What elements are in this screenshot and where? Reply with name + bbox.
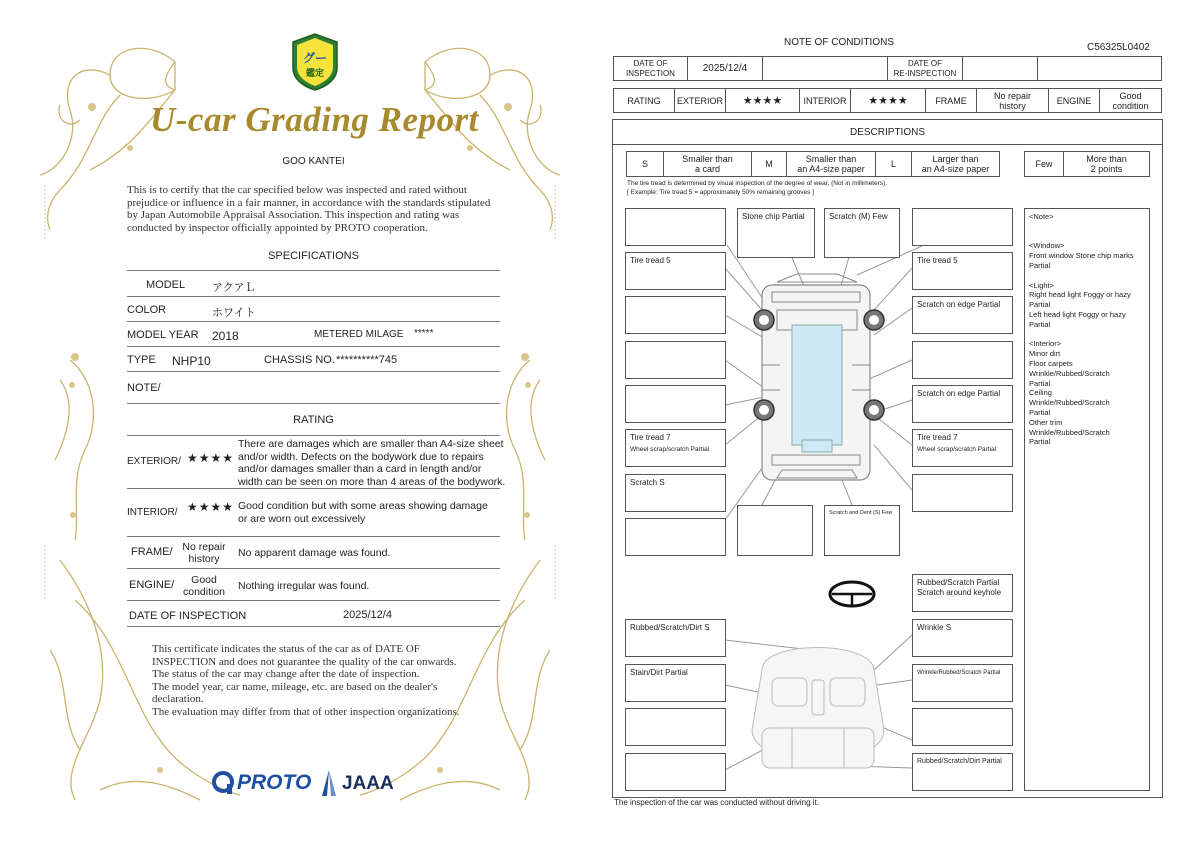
color-label: COLOR [127, 304, 167, 316]
svg-text:鑑定: 鑑定 [305, 69, 325, 79]
scratch-s-box: Scratch S [625, 474, 726, 512]
wrinkle-rubbed-box: Wrinkle/Rubbed/Scratch Partial [912, 664, 1013, 702]
disclaimer [152, 643, 460, 718]
condition-box [625, 518, 726, 556]
date-inspection-value: 2025/12/4 [687, 56, 763, 81]
chassis-value: **********745 [336, 354, 398, 366]
note-line: <Window> [1029, 241, 1065, 251]
tire-tread-7-left-sub: Wheel scrap/scratch Partial [630, 446, 710, 453]
note-line: <Light> [1029, 280, 1055, 290]
disclaimer-line: INSPECTION and does not guarantee the quality of the car onwards. [152, 655, 457, 668]
note-line: Minor dirt [1029, 349, 1061, 359]
tire-tread-5-right-box: Tire tread 5 [912, 252, 1013, 290]
keyhole-label: Scratch around keyhole [917, 588, 1002, 597]
frame-value: No repair [182, 541, 226, 553]
note-label: NOTE/ [127, 382, 161, 394]
stain-dirt-box: Stain/Dirt Partial [625, 664, 726, 702]
engine-value: Good [191, 574, 217, 586]
sheet-title: NOTE OF CONDITIONS [784, 37, 894, 48]
condition-box [912, 708, 1013, 746]
jaaa-logo-icon [318, 768, 340, 798]
legend-s-desc: a card [694, 164, 720, 174]
exterior-stars: ★★★★ [187, 451, 235, 465]
note-line: Partial [1029, 319, 1051, 329]
legend-l-desc: an A4-size paper [921, 164, 990, 174]
date-inspection-label: INSPECTION [626, 68, 675, 78]
engine-label: ENGINE [1048, 88, 1100, 113]
legend-few-desc: More than [1086, 154, 1127, 164]
frame-value: history [188, 553, 220, 565]
divider [127, 371, 500, 372]
condition-box [912, 208, 1013, 246]
note-line [1029, 271, 1145, 281]
condition-box [625, 753, 726, 791]
intro-line: conducted by inspector officially appointed by PROTO cooperation. [127, 221, 428, 234]
disclaimer-line: The model year, car name, mileage, etc. are based on the dealer's [152, 680, 438, 693]
tire-tread-7-right-box [912, 429, 1013, 467]
blank-cell [1037, 56, 1162, 81]
rubbed-scratch-label: Rubbed/Scratch Partial [917, 578, 1000, 587]
proto-logo-text: PROTO [237, 771, 312, 794]
note-line [1029, 232, 1145, 242]
reinspection-value [962, 56, 1038, 81]
note-line [1029, 330, 1145, 340]
condition-box [625, 385, 726, 423]
legend-s: S [626, 151, 664, 177]
interior-stars: ★★★★ [850, 88, 926, 113]
metered-mileage-value: ***** [414, 328, 434, 339]
tire-tread-7-left-box [625, 429, 726, 467]
frame-desc: No apparent damage was found. [238, 547, 391, 559]
exterior-desc-line: and/or width. Defects on the bodywork due to repairs [238, 450, 484, 463]
scratch-m-box: Scratch (M) Few [824, 208, 900, 258]
proto-logo-icon [212, 770, 236, 796]
divider [127, 296, 500, 297]
frame-label: FRAME/ [131, 546, 173, 558]
condition-box [625, 708, 726, 746]
note-line: Right head light Foggy or hazy [1029, 290, 1131, 300]
reinspection-label: RE-INSPECTION [893, 68, 957, 78]
engine-value: condition [1112, 100, 1149, 111]
divider [127, 626, 500, 627]
legend-few: Few [1024, 151, 1064, 177]
intro-line: prejudice or influence in a fair manner, in accordance with the standards stipulated [127, 196, 491, 209]
svg-text:グー: グー [302, 51, 328, 65]
divider [127, 321, 500, 322]
scratch-edge-box: Scratch on edge Partial [912, 296, 1013, 334]
legend-m-desc: Smaller than [805, 154, 857, 164]
jaaa-logo-text: JAAA [342, 773, 394, 794]
blank-cell [762, 56, 888, 81]
rubbed-scratch-keyhole-box [912, 574, 1013, 612]
intro-line: This is to certify that the car specified below was inspected and rated without [127, 184, 467, 196]
reinspection-label: DATE OF [907, 58, 943, 68]
exterior-label: EXTERIOR/ [127, 456, 181, 467]
note-line: Wrinkle/Rubbed/Scratch [1029, 398, 1110, 408]
type-value: NHP10 [172, 354, 211, 368]
rating-heading: RATING [293, 414, 334, 426]
model-value: アクアＬ [212, 282, 256, 294]
descriptions-heading: DESCRIPTIONS [612, 119, 1163, 145]
divider [127, 488, 500, 489]
disclaimer-line: This certificate indicates the status of the car as of DATE OF [152, 643, 420, 655]
engine-value: condition [182, 586, 226, 598]
chassis-label: CHASSIS NO. [264, 354, 335, 366]
note-line: Partial [1029, 437, 1051, 447]
scratch-edge-box: Scratch on edge Partial [912, 385, 1013, 423]
legend-few-desc: 2 points [1090, 164, 1123, 174]
note-line: <Interior> [1029, 339, 1062, 349]
engine-value: Good [1119, 90, 1142, 101]
note-line: Partial [1029, 378, 1051, 388]
divider [127, 346, 500, 347]
interior-label: INTERIOR/ [127, 507, 178, 518]
model-year-value: 2018 [212, 329, 239, 343]
tire-tread-7-right-label: Tire tread 7 [917, 433, 958, 442]
condition-box [737, 505, 813, 556]
tire-note: The tire tread is determined by visual inspection of the degree of wear. (Not in millimeters). [627, 180, 888, 187]
note-line: Wrinkle/Rubbed/Scratch [1029, 427, 1110, 437]
note-line: Ceiling [1029, 388, 1052, 398]
date-of-inspection-value: 2025/12/4 [343, 609, 392, 621]
condition-box [912, 341, 1013, 379]
interior-desc-line: Good condition but with some areas showing damage [238, 500, 488, 512]
divider [127, 600, 500, 601]
report-title: U-car Grading Report [150, 100, 479, 139]
divider [127, 270, 500, 271]
rubbed-scratch-dirt-partial-box: Rubbed/Scratch/Dirt Partial [912, 753, 1013, 791]
interior-label: INTERIOR [799, 88, 851, 113]
divider [127, 536, 500, 537]
legend-s-desc: Smaller than [682, 154, 733, 164]
model-year-label: MODEL YEAR [127, 329, 199, 341]
tire-tread-7-left-label: Tire tread 7 [630, 433, 671, 442]
color-value: ホワイト [212, 307, 256, 319]
note-line: <Note> [1029, 212, 1054, 221]
note-line: Front window Stone chip marks [1029, 251, 1134, 261]
brand-name: GOO KANTEI [282, 156, 345, 167]
scratch-dent-box: Scratch and Dent (S) Few [824, 505, 900, 556]
frame-label: FRAME [925, 88, 977, 113]
stone-chip-box: Stone chip Partial [737, 208, 815, 258]
tire-tread-5-left-box: Tire tread 5 [625, 252, 726, 290]
legend-m: M [751, 151, 787, 177]
interior-stars: ★★★★ [187, 500, 235, 514]
specifications-heading: SPECIFICATIONS [268, 250, 359, 262]
condition-box [625, 296, 726, 334]
rating-label: RATING [613, 88, 675, 113]
disclaimer-line: The status of the car may change after the date of inspection. [152, 668, 420, 680]
exterior-desc-line: and/or damages smaller than a card in length and/or [238, 463, 482, 475]
divider [127, 403, 500, 404]
tire-example-note: [ Example: Tire tread 5 = approximately 50% remaining grooves ] [627, 189, 814, 196]
legend-m-desc: an A4-size paper [797, 164, 865, 174]
condition-box [625, 208, 726, 246]
engine-desc: Nothing irregular was found. [238, 580, 370, 592]
disclaimer-line: The evaluation may differ from that of other inspection organizations. [152, 705, 460, 718]
note-line: Partial [1029, 407, 1051, 417]
note-line [1029, 222, 1145, 232]
sheet-footer: The inspection of the car was conducted without driving it. [614, 798, 819, 807]
divider [127, 435, 500, 436]
rubbed-scratch-dirt-s-box: Rubbed/Scratch/Dirt S [625, 619, 726, 657]
date-inspection-label: DATE OF [633, 58, 668, 68]
note-line: Partial [1029, 300, 1051, 310]
metered-mileage-label: METERED MILAGE [314, 329, 404, 340]
exterior-stars: ★★★★ [725, 88, 800, 113]
condition-box [912, 474, 1013, 512]
model-label: MODEL [146, 279, 186, 291]
legend-l: L [875, 151, 912, 177]
frame-value: history [999, 100, 1026, 111]
wrinkle-s-box: Wrinkle S [912, 619, 1013, 657]
certification-statement [127, 184, 490, 234]
interior-desc-line: or are worn out excessively [238, 512, 366, 525]
type-label: TYPE [127, 354, 156, 366]
date-of-inspection-label: DATE OF INSPECTION [129, 610, 247, 622]
note-line: Floor carpets [1029, 358, 1073, 368]
note-line: Partial [1029, 260, 1051, 270]
legend-l-desc: Larger than [932, 154, 979, 164]
frame-value: No repair [993, 90, 1031, 101]
disclaimer-line: declaration. [152, 693, 204, 705]
sheet-code: C56325L0402 [1087, 42, 1150, 53]
intro-line: by Japan Automobile Appraisal Association. This inspection and rating was [127, 209, 460, 221]
notes-panel [1024, 208, 1150, 791]
exterior-label: EXTERIOR [674, 88, 726, 113]
tire-tread-7-right-sub: Wheel scrap/scratch Partial [917, 446, 997, 453]
condition-box [625, 341, 726, 379]
divider [127, 568, 500, 569]
exterior-desc-line: width can be seen on more than 4 areas of the bodywork. [238, 475, 506, 488]
note-line: Wrinkle/Rubbed/Scratch [1029, 368, 1110, 378]
exterior-desc-line: There are damages which are smaller than A4-size sheet [238, 438, 504, 450]
goo-kantei-badge-icon [289, 32, 341, 92]
note-line: Other trim [1029, 417, 1063, 427]
engine-label: ENGINE/ [129, 579, 175, 591]
note-line: Left head light Foggy or hazy [1029, 309, 1126, 319]
